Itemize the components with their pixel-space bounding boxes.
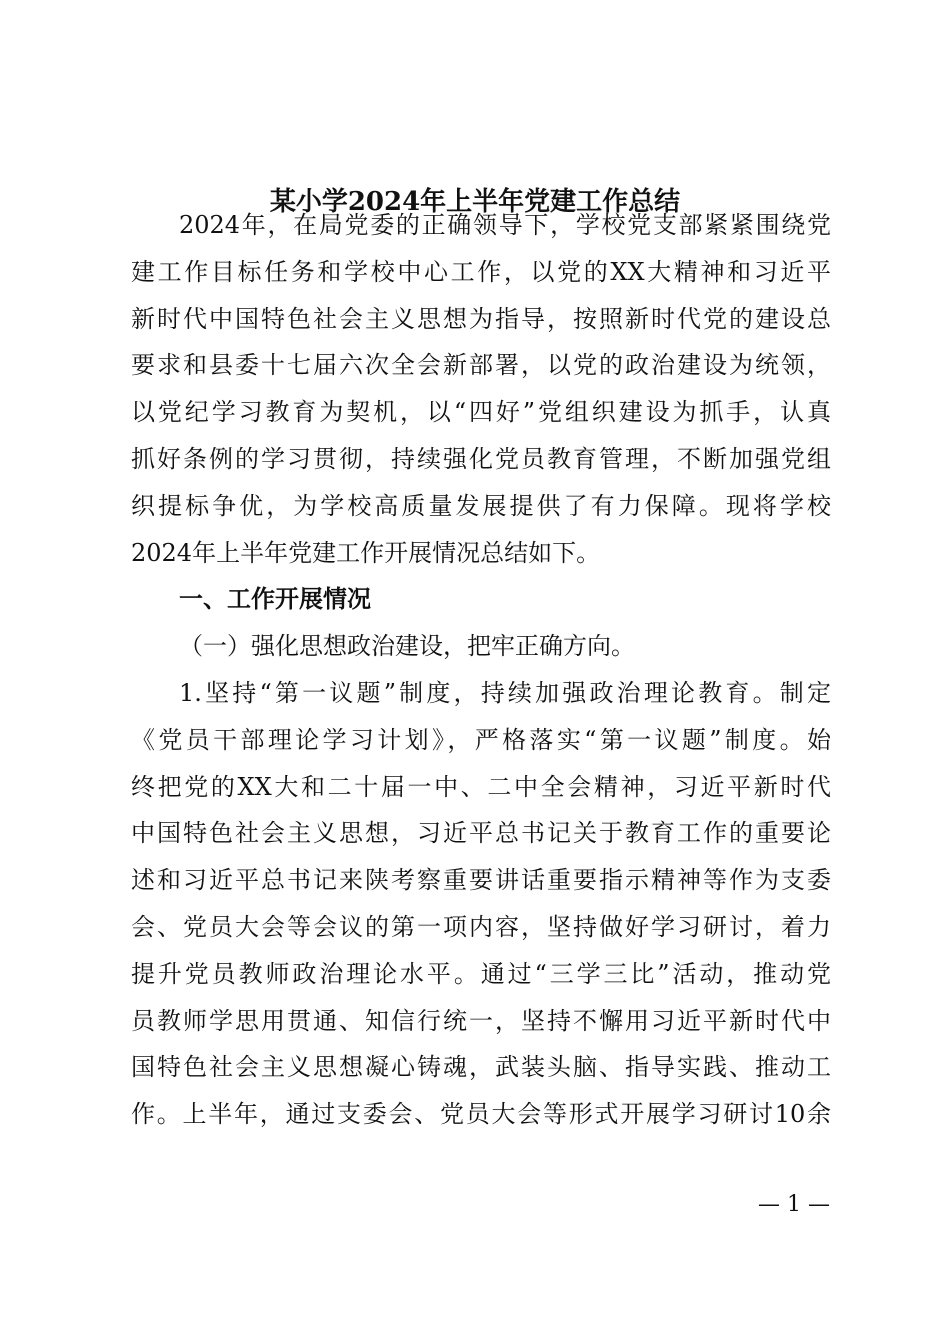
paragraph-line: 要求和县委十七届六次全会新部署，以党的政治建设为统领， <box>131 351 831 380</box>
paragraph-line: 织提标争优，为学校高质量发展提供了有力保障。现将学校 <box>131 491 831 520</box>
paragraph-line: 以党纪学习教育为契机，以“四好”党组织建设为抓手，认真 <box>131 398 831 427</box>
paragraph-line: 建工作目标任务和学校中心工作，以党的XX大精神和习近平 <box>131 257 831 286</box>
subsection-heading: （一）强化思想政治建设，把牢正确方向。 <box>179 632 635 661</box>
paragraph-line: 国特色社会主义思想凝心铸魂，武装头脑、指导实践、推动工 <box>131 1053 831 1082</box>
document-body <box>131 202 831 1138</box>
paragraph-line: 新时代中国特色社会主义思想为指导，按照新时代党的建设总 <box>131 304 831 333</box>
paragraph-line: 2024年上半年党建工作开展情况总结如下。 <box>131 538 601 567</box>
paragraph-line: 《党员干部理论学习计划》，严格落实“第一议题”制度。始 <box>131 725 831 754</box>
paragraph-line: 1.坚持“第一议题”制度，持续加强政治理论教育。制定 <box>179 678 831 707</box>
paragraph-line: 作。上半年，通过支委会、党员大会等形式开展学习研讨10余 <box>131 1100 831 1129</box>
paragraph-line: 员教师学思用贯通、知信行统一，坚持不懈用习近平新时代中 <box>131 1006 831 1035</box>
paragraph-line: 终把党的XX大和二十届一中、二中全会精神，习近平新时代 <box>131 772 831 801</box>
paragraph-line: 述和习近平总书记来陕考察重要讲话重要指示精神等作为支委 <box>131 866 831 895</box>
page-number: — 1 — <box>758 1192 830 1217</box>
paragraph-line: 会、党员大会等会议的第一项内容，坚持做好学习研讨，着力 <box>131 912 831 941</box>
document-title: 某小学2024年上半年党建工作总结 <box>269 187 681 217</box>
paragraph-line: 抓好条例的学习贯彻，持续强化党员教育管理，不断加强党组 <box>131 444 831 473</box>
paragraph-line: 2024年，在局党委的正确领导下，学校党支部紧紧围绕党 <box>179 211 831 239</box>
section-heading: 一、工作开展情况 <box>179 585 371 614</box>
paragraph-line: 中国特色社会主义思想，习近平总书记关于教育工作的重要论 <box>131 819 831 848</box>
paragraph-line: 提升党员教师政治理论水平。通过“三学三比”活动，推动党 <box>131 959 831 988</box>
